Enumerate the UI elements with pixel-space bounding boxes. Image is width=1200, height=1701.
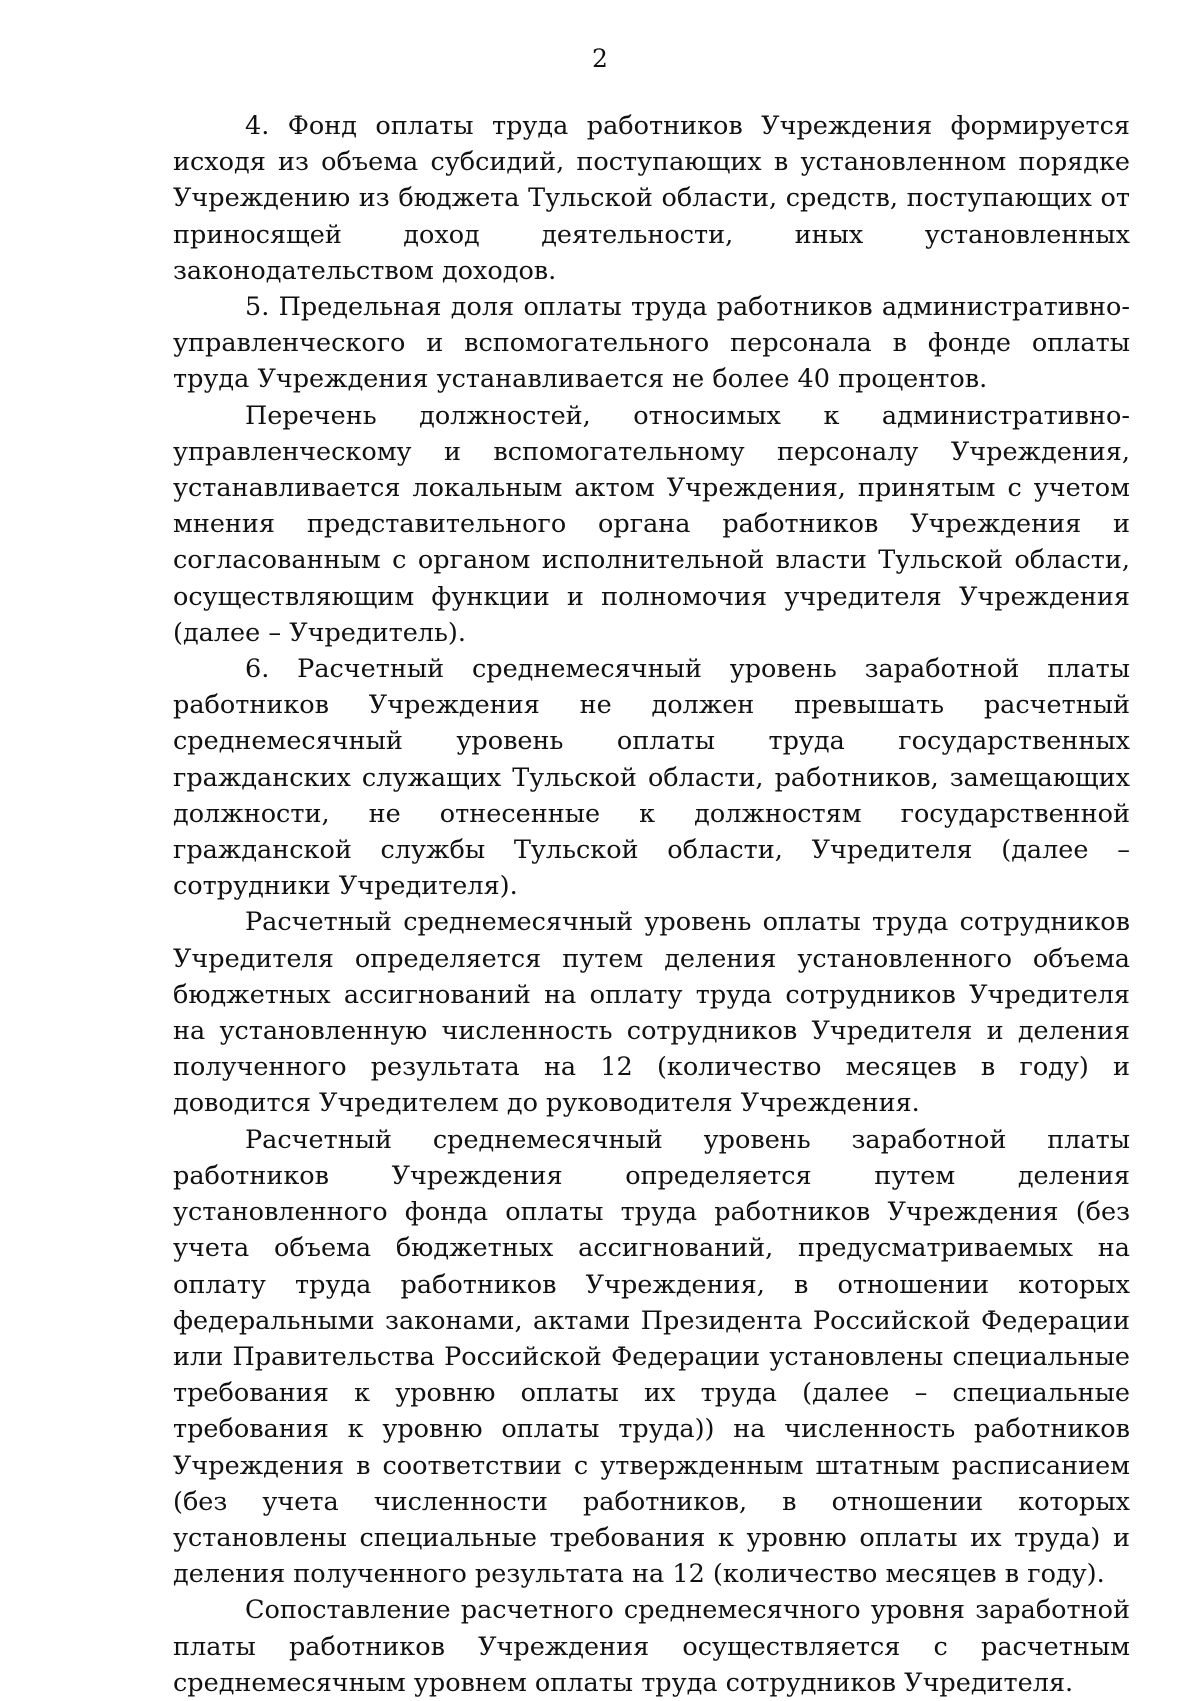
paragraph-institution-level: Расчетный среднемесячный уровень заработной платы работников Учреждения определяется путем деления установленного фонда оплаты труда работников Учреждения (без учета объема бюджетных ассигнований, предусматриваемых на оплату труда работников Учреждения, в отношении которых федеральными законами, актами Президента Российской Федерации или Правительства Российской Федерации установлены специальные требования к уровню оплаты их труда (далее – специальные требования к уровню оплаты труда)) на численность работников Учреждения в соответствии с утвержденным штатным расписанием (без учета численности работников, в отношении которых установлены специальные требования к уровню оплаты их труда) и деления полученного результата на 12 (количество месяцев в году). [173, 1124, 1130, 1590]
paragraph-founder-level: Расчетный среднемесячный уровень оплаты труда сотрудников Учредителя определяется путем деления установленного объема бюджетных ассигнований на оплату труда сотрудников Учредителя на установленную численность сотрудников Учредителя и деления полученного результата на 12 (количество месяцев в году) и доводится Учредителем до руководителя Учреждения. [173, 907, 1130, 1119]
paragraph-6-average-salary: 6. Расчетный среднемесячный уровень заработной платы работников Учреждения не должен превышать расчетный среднемесячный уровень оплаты труда государственных гражданских служащих Тульской области, работников, замещающих должности, не отнесенные к должностям государственной гражданской службы Тульской области, Учредителя (далее – сотрудники Учредителя). [173, 654, 1130, 902]
paragraph-5-admin-share: 5. Предельная доля оплаты труда работников административно-управленческого и вспомогательного персонала в фонде оплаты труда Учреждения устанавливается не более 40 процентов. [173, 292, 1130, 395]
paragraph-comparison: Сопоставление расчетного среднемесячного уровня заработной платы работников Учреждения осуществляется с расчетным среднемесячным уровнем оплаты труда сотрудников Учредителя. [173, 1595, 1130, 1698]
page-number: 2 [592, 44, 608, 73]
document-body [173, 108, 1130, 1701]
paragraph-positions-list: Перечень должностей, относимых к административно-управленческому и вспомогательному персоналу Учреждения, устанавливается локальным актом Учреждения, принятым с учетом мнения представительного органа работников Учреждения и согласованным с органом исполнительной власти Тульской области, осуществляющим функции и полномочия учредителя Учреждения (далее – Учредитель). [173, 400, 1130, 648]
paragraph-4-payroll-fund: 4. Фонд оплаты труда работников Учреждения формируется исходя из объема субсидий, поступающих в установленном порядке Учреждению из бюджета Тульской области, средств, поступающих от приносящей доход деятельности, иных установленных законодательством доходов. [173, 111, 1130, 286]
